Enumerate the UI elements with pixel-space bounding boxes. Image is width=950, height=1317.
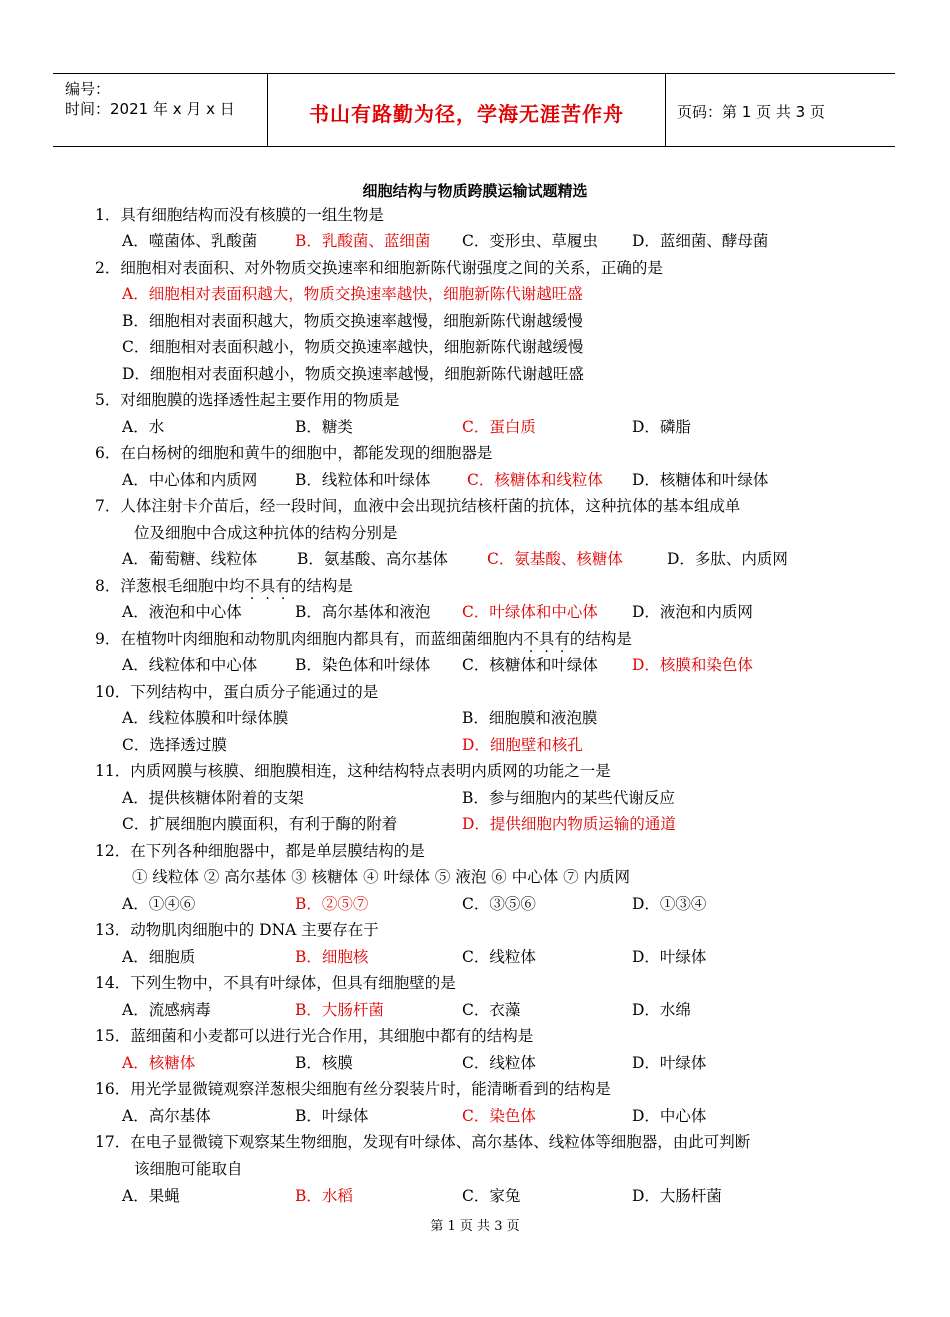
option-text: C．家兔 [462,1187,521,1205]
question-line [95,258,663,278]
line-text: A．提供核糖体附着的支架 [122,789,304,807]
option-text: C．线粒体 [462,1054,536,1072]
question-line [95,920,379,940]
option-text: C．变形虫、草履虫 [462,232,598,250]
line-text: 1．具有细胞结构而没有核膜的一组生物是 [95,206,384,224]
question-line [122,311,583,331]
question-line [95,973,456,993]
line-text: A．水 [122,418,165,436]
option-text: D．核糖体和叶绿体 [632,471,769,489]
option-text: D．叶绿体 [632,948,707,966]
line-text: 10．下列结构中，蛋白质分子能通过的是 [95,683,379,701]
line-text: 11．内质网膜与核膜、细胞膜相连，这种结构特点表明内质网的功能之一是 [95,762,611,780]
line-text: A．细胞质 [122,948,196,966]
question-line [122,549,257,569]
line-text: C．细胞相对表面积越小，物质交换速率越快，细胞新陈代谢越缓慢 [122,338,584,356]
line-text: A．线粒体膜和叶绿体膜 [122,709,289,727]
number-label: 编号： [65,80,111,98]
line-text: C．扩展细胞内膜面积，有利于酶的附着 [122,815,398,833]
question-line [132,867,630,887]
question-line [122,735,227,755]
option-text: D．细胞壁和核孔 [462,736,583,754]
line-text: 17．在电子显微镜下观察某生物细胞，发现有叶绿体、高尔基体、线粒体等细胞器，由此可判断 [95,1133,751,1151]
question-line [95,443,492,463]
line-text: 7．人体注射卡介苗后，经一段时间，血液中会出现抗结核杆菌的抗体，这种抗体的基本组成单 [95,497,741,515]
option-text: C．衣藻 [462,1001,521,1019]
line-text: 6．在白杨树的细胞和黄牛的细胞中，都能发现的细胞器是 [95,444,493,462]
option-text: B．乳酸菌、蓝细菌 [295,232,431,250]
line-text: A．高尔基体 [122,1107,211,1125]
line-text: 的结构是 [569,630,632,648]
question-line [95,1026,533,1046]
question-line [122,947,195,967]
question-line [134,1159,243,1179]
option-text: B．线粒体和叶绿体 [295,471,431,489]
option-text: B．氨基酸、高尔基体 [297,550,448,568]
question-line [95,629,632,649]
header-page-cell [665,74,895,146]
line-text: A．核糖体 [122,1054,196,1072]
question-line [122,814,397,834]
question-line [122,1053,195,1073]
line-text: C．选择透过膜 [122,736,227,754]
option-text: C．蛋白质 [462,418,536,436]
question-line [122,470,257,490]
question-line [122,1186,180,1206]
motto: 书山有路勤为径，学海无涯苦作舟 [309,102,624,126]
question-line [122,894,195,914]
line-text: 5．对细胞膜的选择透性起主要作用的物质是 [95,391,400,409]
question-line [95,761,611,781]
line-text: 2．细胞相对表面积、对外物质交换速率和细胞新陈代谢强度之间的关系，正确的是 [95,259,663,277]
line-text: D．细胞相对表面积越小，物质交换速率越慢，细胞新陈代谢越旺盛 [122,365,584,383]
option-text: B．叶绿体 [295,1107,369,1125]
option-text: B．染色体和叶绿体 [295,656,431,674]
line-text: A．线粒体和中心体 [122,656,258,674]
option-text: D．水绵 [632,1001,691,1019]
option-text: C．核糖体和线粒体 [467,471,603,489]
line-text: A．流感病毒 [122,1001,211,1019]
option-text: C．染色体 [462,1107,536,1125]
option-text: D．磷脂 [632,418,691,436]
question-line [134,523,398,543]
option-text: B．②⑤⑦ [295,895,369,913]
line-text: 该细胞可能取自 [134,1160,243,1178]
line-text: B．细胞相对表面积越大，物质交换速率越慢，细胞新陈代谢越缓慢 [122,312,583,330]
question-line [122,284,583,304]
option-text: C．③⑤⑥ [462,895,536,913]
line-text: 9．在植物叶肉细胞和动物肌肉细胞内都具有，而蓝细菌细胞内 [95,630,524,648]
line-text: A．细胞相对表面积越大，物质交换速率越快，细胞新陈代谢越旺盛 [122,285,583,303]
option-text: D．多肽、内质网 [667,550,788,568]
line-text: 8．洋葱根毛细胞中均 [95,577,245,595]
option-text: C．叶绿体和中心体 [462,603,598,621]
line-text: 16．用光学显微镜观察洋葱根尖细胞有丝分裂装片时，能清晰看到的结构是 [95,1080,611,1098]
time-label: 时间：2021 年 x 月 x 日 [65,100,235,118]
page-title: 细胞结构与物质跨膜运输试题精选 [362,182,588,200]
line-text: 12．在下列各种细胞器中，都是单层膜结构的是 [95,842,425,860]
question-line [95,1132,750,1152]
option-text: B．大肠杆菌 [295,1001,384,1019]
question-line [95,496,740,516]
option-text: C．氨基酸、核糖体 [487,550,623,568]
line-text: 13．动物肌肉细胞中的 DNA 主要存在于 [95,921,379,939]
line-text: ① 线粒体 ② 高尔基体 ③ 核糖体 ④ 叶绿体 ⑤ 液泡 ⑥ 中心体 ⑦ 内质网 [132,868,631,886]
question-line [122,231,257,251]
question-line [122,337,583,357]
option-text: B．核膜 [295,1054,353,1072]
page-footer: 第 1 页 共 3 页 [430,1219,520,1234]
option-text: D．大肠杆菌 [632,1187,722,1205]
option-text: D．提供细胞内物质运输的通道 [462,815,676,833]
question-line [95,682,378,702]
option-text: B．高尔基体和液泡 [295,603,431,621]
option-text: B．参与细胞内的某些代谢反应 [462,789,675,807]
question-line [95,576,353,596]
emphasis-text: 不具有 [523,630,570,648]
question-line [122,1000,211,1020]
question-line [122,1106,211,1126]
option-text: C．线粒体 [462,948,536,966]
question-line [95,390,399,410]
question-line [122,417,164,437]
option-text: D．液泡和内质网 [632,603,753,621]
header-meta-cell [53,74,267,146]
question-line [95,841,425,861]
option-text: B．糖类 [295,418,353,436]
option-text: D．①③④ [632,895,707,913]
line-text: 14．下列生物中，不具有叶绿体，但具有细胞壁的是 [95,974,456,992]
line-text: A．果蝇 [122,1187,180,1205]
option-text: B．细胞核 [295,948,369,966]
line-text: 的结构是 [290,577,353,595]
question-line [122,708,288,728]
line-text: A．噬菌体、乳酸菌 [122,232,258,250]
option-text: D．中心体 [632,1107,707,1125]
question-line [95,205,384,225]
line-text: A．①④⑥ [122,895,196,913]
page-info: 页码：第 1 页 共 3 页 [677,103,825,121]
option-text: D．蓝细菌、酵母菌 [632,232,769,250]
question-line [95,1079,611,1099]
question-line [122,364,584,384]
option-text: B．细胞膜和液泡膜 [462,709,598,727]
option-text: D．核膜和染色体 [632,656,753,674]
option-text: B．水稻 [295,1187,353,1205]
line-text: A．葡萄糖、线粒体 [122,550,258,568]
document-header [53,73,895,147]
question-line [122,655,257,675]
line-text: 15．蓝细菌和小麦都可以进行光合作用，其细胞中都有的结构是 [95,1027,534,1045]
question-line [122,602,242,622]
line-text: A．中心体和内质网 [122,471,258,489]
line-text: A．液泡和中心体 [122,603,242,621]
option-text: D．叶绿体 [632,1054,707,1072]
header-motto-cell [267,74,666,146]
line-text: 位及细胞中合成这种抗体的结构分别是 [134,524,398,542]
question-line [122,788,304,808]
option-text: C．核糖体和叶绿体 [462,656,598,674]
emphasis-text: 不具有 [244,577,291,595]
